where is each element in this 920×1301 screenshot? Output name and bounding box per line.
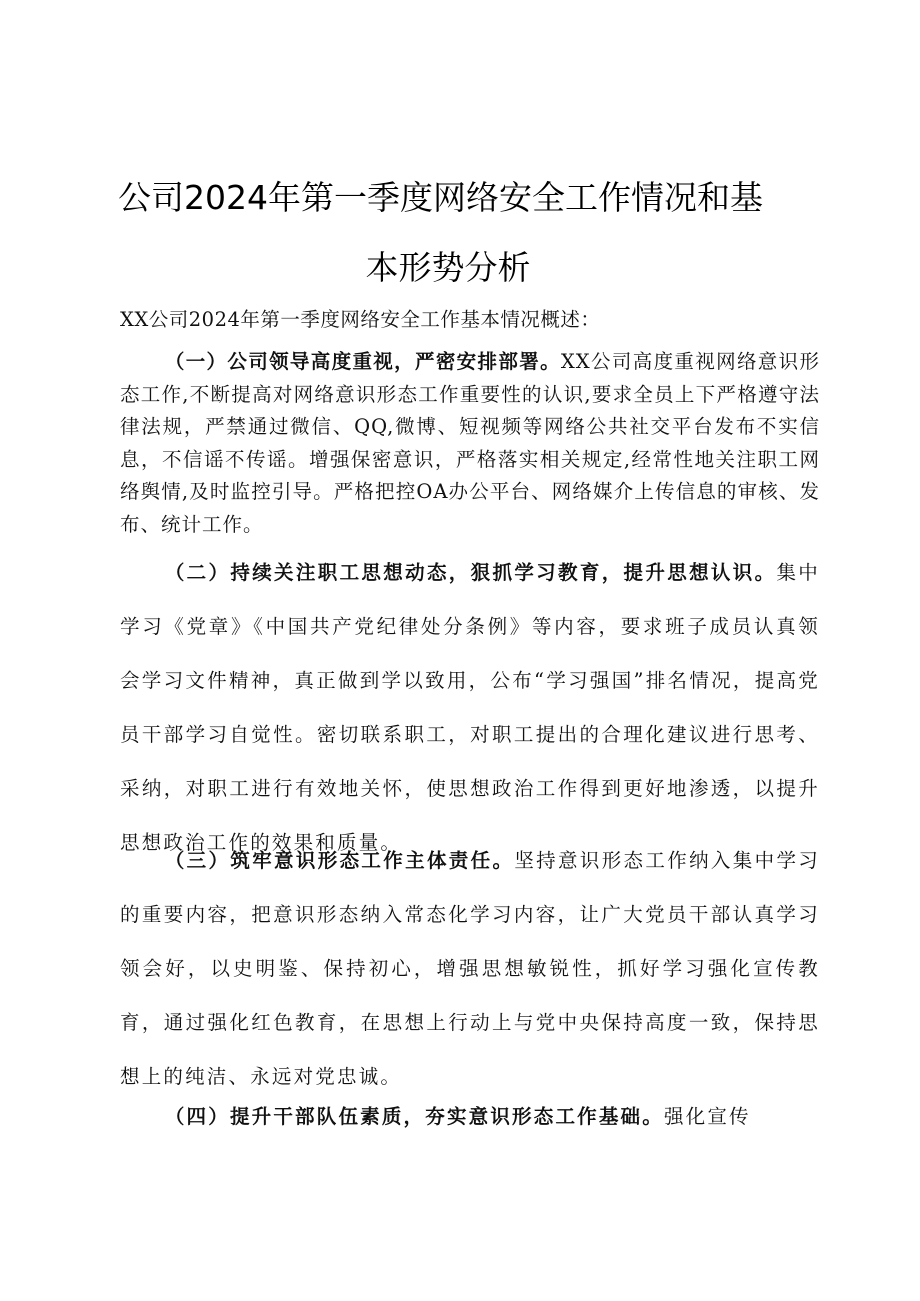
section-3-heading: （三）筑牢意识形态工作主体责任。 — [164, 849, 515, 872]
section-3-paragraph — [120, 834, 820, 1104]
section-4-heading: （四）提升干部队伍素质，夯实意识形态工作基础。 — [164, 1105, 664, 1128]
section-1-body: XX公司高度重视网络意识形态工作,不断提高对网络意识形态工作重要性的认识,要求全员上下严格遵守法律法规，严禁通过微信、QQ,微博、短视频等网络公共社交平台发布不实信息，不信谣不传谣。增强保密意识，严格落实相关规定,经常性地关注职工网络舆情,及时监控引导。严格把控OA办公平台、网络媒介上传信息的审核、发布、统计工作。 — [120, 350, 820, 536]
section-3-body: 坚持意识形态工作纳入集中学习的重要内容，把意识形态纳入常态化学习内容，让广大党员干部认真学习领会好，以史明鉴、保持初心，增强思想敏锐性，抓好学习强化宣传教育，通过强化红色教育，在思想上行动上与党中央保持高度一致，保持思想上的纯洁、永远对党忠诚。 — [120, 849, 821, 1088]
section-1-paragraph — [120, 346, 820, 541]
document-title-line-1: 公司2024年第一季度网络安全工作情况和基 — [118, 178, 763, 217]
intro-line: XX公司2024年第一季度网络安全工作基本情况概述： — [120, 308, 601, 331]
section-4-paragraph — [120, 1090, 820, 1144]
section-4-body: 强化宣传 — [663, 1105, 751, 1128]
document-title-line-2: 本形势分析 — [365, 248, 531, 287]
section-1-heading: （一）公司领导高度重视，严密安排部署。 — [164, 350, 561, 373]
section-2-heading: （二）持续关注职工思想动态，狠抓学习教育，提升思想认识。 — [164, 561, 777, 584]
section-2-body: 集中学习《党章》《中国共产党纪律处分条例》等内容，要求班子成员认真领会学习文件精神，真正做到学以致用，公布“学习强国”排名情况，提高党员干部学习自觉性。密切联系职工，对职工提出的合理化建议进行思考、采纳，对职工进行有效地关怀，使思想政治工作得到更好地渗透，以提升思想政治工作的效果和质量。 — [120, 561, 820, 854]
section-2-paragraph — [120, 546, 820, 870]
